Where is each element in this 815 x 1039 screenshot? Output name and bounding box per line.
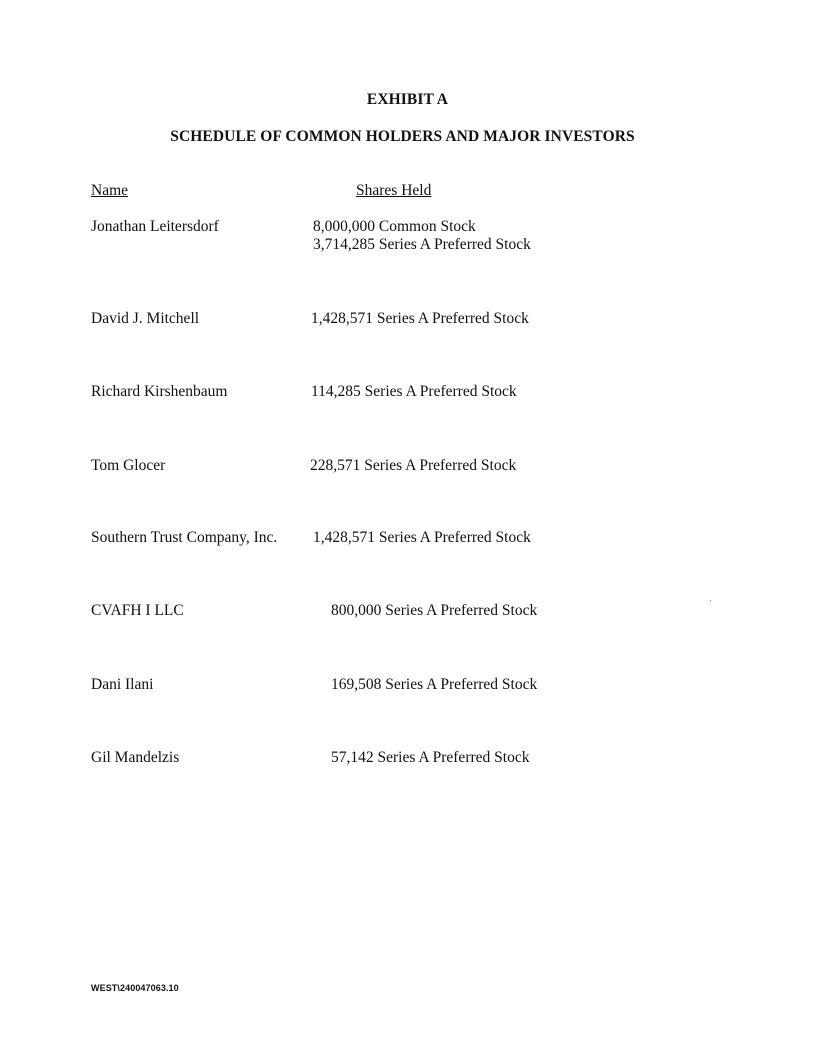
holder-row [0,749,815,789]
holder-name: Tom Glocer [91,457,166,474]
holder-holdings [331,602,537,620]
holder-name: CVAFH I LLC [91,602,184,619]
holder-holdings [311,310,529,328]
holder-name: Dani Ilani [91,676,154,693]
holding-line: 8,000,000 Common Stock [313,218,476,235]
holder-name: Jonathan Leitersdorf [91,218,219,235]
exhibit-title: EXHIBIT A [366,91,449,108]
holder-holdings [313,218,531,254]
holding-line: 1,428,571 Series A Preferred Stock [311,310,529,327]
holder-holdings [313,529,531,547]
holder-row [0,602,815,642]
holding-line: 57,142 Series A Preferred Stock [331,749,530,766]
holder-holdings [331,749,529,767]
holding-line: 3,714,285 Series A Preferred Stock [313,236,531,253]
holder-name: Gil Mandelzis [91,749,180,766]
schedule-title: SCHEDULE OF COMMON HOLDERS AND MAJOR INVESTORS [170,128,635,145]
holder-row [0,383,815,423]
document-footer-id: WEST\240047063.10 [91,983,179,993]
holder-row [0,529,815,569]
holding-line: 169,508 Series A Preferred Stock [331,676,538,693]
holding-line: 228,571 Series A Preferred Stock [310,457,517,474]
scan-speck [710,600,711,601]
holder-holdings [331,676,537,694]
name-column-header: Name [91,182,129,199]
holding-line: 1,428,571 Series A Preferred Stock [313,529,531,546]
shares-held-column-header: Shares Held [356,182,432,199]
holding-line: 800,000 Series A Preferred Stock [331,602,538,619]
holder-row [0,218,815,258]
holder-holdings [310,457,516,475]
holder-name: Southern Trust Company, Inc. [91,529,278,546]
holder-name: Richard Kirshenbaum [91,383,228,400]
holder-row [0,457,815,497]
holder-name: David J. Mitchell [91,310,200,327]
holder-row [0,310,815,350]
holding-line: 114,285 Series A Preferred Stock [311,383,517,400]
holder-row [0,676,815,716]
holder-holdings [311,383,517,401]
